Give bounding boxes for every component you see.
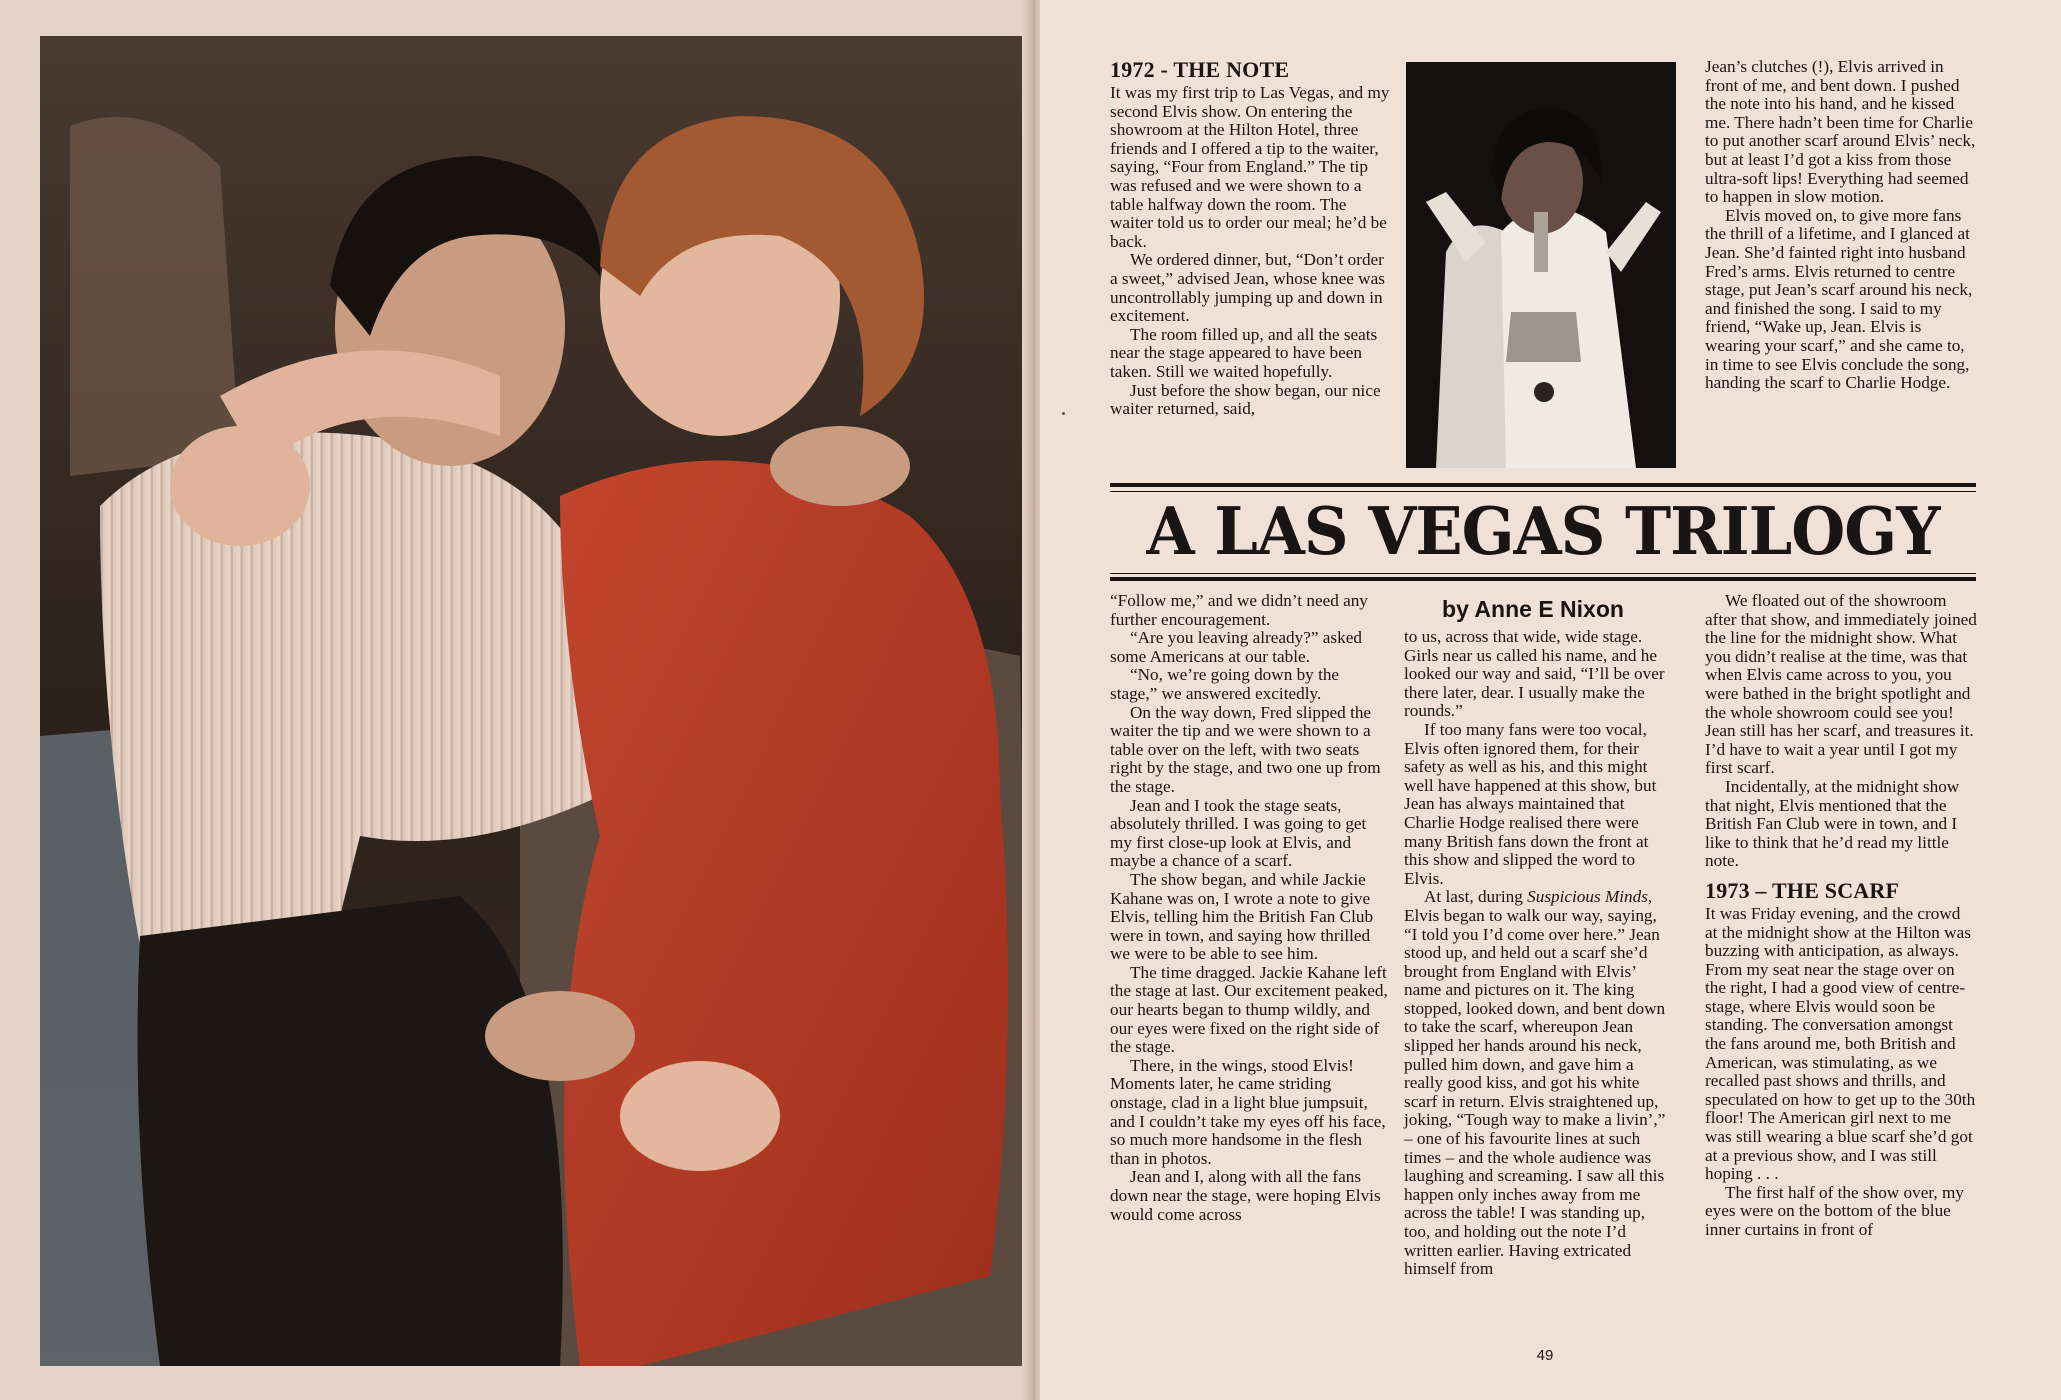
couple-photo (40, 36, 1032, 1366)
performer-photo (1406, 62, 1676, 468)
performer-photo-illustration (1406, 62, 1676, 468)
text-run: Elvis began to walk our way, saying, “I told you I’d come over here.” Jean stood up, and held out a scarf she’d brought from England with Elvis’ name and pictures on it. The king stopped, looked down, and bent down to take the scarf, whereupon Jean slipped her hands around his neck, pulled him down, and gave him a really good kiss, and got his white scarf in return. Elvis straightened up, joking, “Tough way to make a livin’,” – one of his favourite lines at such times – and the whole audience was laughing and screaming. I saw all this happen only inches away from me across the table! I was standing up, too, and holding out the note I’d written earlier. Having extricated himself from (1404, 905, 1666, 1279)
byline: by Anne E Nixon (1442, 596, 1624, 622)
paragraph: It was Friday evening, and the crowd at the midnight show at the Hilton was buzzing with anticipation, as always. From my seat near the stage over on the right, I had a good view of centre-stage, where Elvis would soon be standing. The conversation amongst the fans around me, both British and American, was stimulating, as we recalled past shows and thrills, and speculated on how to get up to the 30th floor! The American girl next to me was still wearing a blue scarf she’d got at a previous show, and I was still hoping . . . (1705, 903, 1976, 1184)
paragraph: Just before the show began, our nice waiter returned, said, (1110, 380, 1381, 419)
paragraph: Elvis moved on, to give more fans the thrill of a lifetime, and I glanced at Jean. She’d fainted right into husband Fred’s arms. Elvis returned to centre stage, put Jean’s scarf around his neck, and finished the song. I said to my friend, “Wake up, Jean. Elvis is wearing your scarf,” and she came to, in time to see Elvis conclude the song, handing the scarf to Charlie Hodge. (1705, 205, 1973, 393)
print-speck (1062, 412, 1065, 415)
column-bottom-left (1110, 592, 1388, 1224)
paragraph: Jean’s clutches (!), Elvis arrived in front of me, and bent down. I pushed the note into his hand, and he kissed me. There hadn’t been time for Charlie to put another scarf around Elvis’ neck, but at least I’d got a kiss from those ultra-soft lips! Everything had seemed to happen in slow motion. (1705, 57, 1976, 207)
paragraph: It was my first trip to Las Vegas, and my second Elvis show. On entering the showroom at the Hilton Hotel, three friends and I offered a tip to the waiter, saying, “Four from England.” The tip was refused and we were shown to a table halfway down the room. The waiter told us to order our meal; he’d be back. (1110, 83, 1390, 251)
paragraph: “No, we’re going down by the stage,” we answered excitedly. (1110, 665, 1340, 703)
column-top-left (1110, 58, 1392, 419)
paragraph: The time dragged. Jackie Kahane left the stage at last. Our excitement peaked, our hearts began to thump wildly, and our eyes were fixed on the right side of the stage. (1110, 962, 1388, 1057)
paragraph: Jean and I, along with all the fans down near the stage, were hoping Elvis would come across (1110, 1167, 1381, 1224)
paragraph: We ordered dinner, but, “Don’t order a sweet,” advised Jean, whose knee was uncontrollably jumping up and down in excitement. (1110, 250, 1385, 326)
section-heading-note: 1972 - THE NOTE (1110, 57, 1290, 82)
column-bottom-right (1705, 592, 1977, 1240)
paragraph: The show began, and while Jackie Kahane was on, I wrote a note to give Elvis, telling him the British Fan Club were in town, and saying how thrilled we were to be able to see him. (1110, 869, 1374, 964)
paragraph: Jean and I took the stage seats, absolutely thrilled. I was going to get my first close-up look at Elvis, and maybe a chance of a scarf. (1110, 795, 1367, 871)
paragraph: The first half of the show over, my eyes were on the bottom of the blue inner curtains in front of (1705, 1182, 1964, 1239)
section-heading-scarf: 1973 – THE SCARF (1705, 877, 1900, 903)
paragraph: Incidentally, at the midnight show that night, Elvis mentioned that the British Fan Club were in town, and I like to think that he’d read my little note. (1705, 776, 1960, 871)
paragraph: There, in the wings, stood Elvis! Moments later, he came striding onstage, clad in a light blue jumpsuit, and I couldn’t take my eyes off his face, so much more handsome in the flesh than in photos. (1110, 1055, 1386, 1168)
couple-photo-illustration (40, 36, 1032, 1366)
page-number: 49 (1536, 1347, 1554, 1364)
headline-block (1110, 483, 1976, 583)
article-title: A LAS VEGAS TRILOGY (1146, 493, 1940, 570)
headline-rule-top (1110, 483, 1976, 487)
paragraph (1404, 888, 1674, 1278)
paragraph: We floated out of the showroom after that show, and immediately joined the line for the midnight show. What you didn’t realise at the time, was that when Elvis came across to you, you were bathed in the bright spotlight and the whole showroom could see you! Jean still has her scarf, and treasures it. I’d have to wait a year until I got my first scarf. (1705, 591, 1977, 778)
paragraph: to us, across that wide, wide stage. Girls near us called his name, and he looked our way and said, “I’ll be over there later, dear. I usually make the rounds.” (1404, 627, 1665, 721)
text-run: At last, during (1424, 887, 1528, 907)
paragraph: “Are you leaving already?” asked some Americans at our table. (1110, 628, 1362, 666)
column-bottom-middle (1404, 628, 1674, 1279)
headline-rule-bottom (1110, 577, 1976, 581)
paragraph: If too many fans were too vocal, Elvis often ignored them, for their safety as well as his, and this might well have happened at this show, but Jean has always maintained that Charlie Hodge realised there were many British fans down the front at this show and slipped the word to Elvis. (1404, 719, 1657, 888)
headline-rule-top-thin (1110, 491, 1976, 492)
paragraph: On the way down, Fred slipped the waiter the tip and we were shown to a table over on the left, with two seats right by the stage, and two one up from the stage. (1110, 702, 1381, 796)
paragraph: “Follow me,” and we didn’t need any further encouragement. (1110, 591, 1368, 629)
headline-rule-bottom-thin (1110, 573, 1976, 574)
column-top-right (1705, 58, 1977, 393)
paragraph: The room filled up, and all the seats near the stage appeared to have been taken. Still we waited hopefully. (1110, 324, 1378, 381)
left-page (0, 0, 1030, 1400)
song-title: Suspicious Minds, (1527, 887, 1653, 907)
